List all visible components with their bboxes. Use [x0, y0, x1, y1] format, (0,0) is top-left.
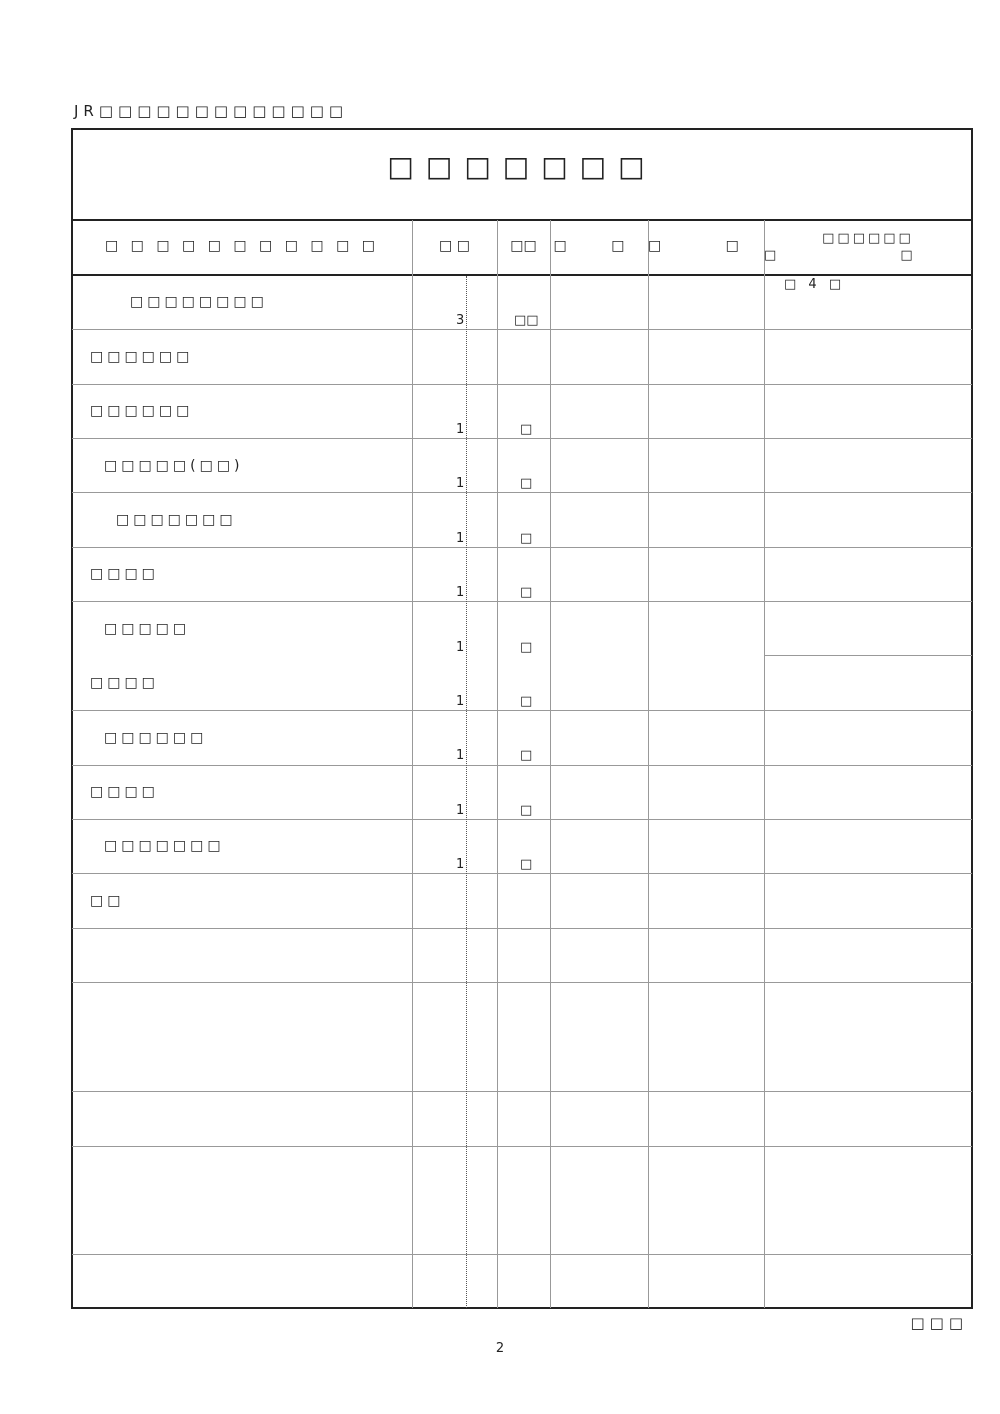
- item-qty: 3: [456, 313, 465, 328]
- item-unit: □: [520, 694, 533, 709]
- footer-note: □□□: [910, 1314, 968, 1332]
- col-header-price: □ □: [553, 238, 645, 254]
- col-header-name: □ □ □ □ □ □ □ □ □ □ □: [104, 238, 379, 254]
- row-line: [72, 329, 972, 330]
- item-name: □□□□: [90, 784, 159, 800]
- form-title: □□□□□□□: [387, 150, 657, 183]
- item-qty: 1: [456, 531, 465, 546]
- row-line: [72, 765, 972, 766]
- item-qty: 1: [456, 694, 465, 709]
- row-line: [72, 873, 972, 874]
- item-qty: 1: [456, 803, 465, 818]
- header-divider: [72, 274, 972, 276]
- row-line: [72, 928, 972, 929]
- header-note: JR□□□□□□□□□□□□□: [74, 102, 349, 120]
- item-name: □□□□□□□: [116, 512, 237, 528]
- row-line: [72, 1091, 972, 1092]
- item-qty: 1: [456, 748, 465, 763]
- item-name: □□□□□□: [104, 730, 208, 746]
- item-qty: 1: [456, 476, 465, 491]
- item-name: □□□□□(□□): [104, 458, 244, 474]
- row-line: [72, 1254, 972, 1255]
- item-unit: □□: [514, 313, 539, 328]
- item-name: □□□□: [90, 675, 159, 691]
- item-unit: □: [520, 803, 533, 818]
- col-line: [764, 220, 765, 1308]
- item-name: □□□□□: [104, 621, 191, 637]
- item-qty: 1: [456, 857, 465, 872]
- row-line: [72, 547, 972, 548]
- item-unit: □: [520, 476, 533, 491]
- title-divider: [72, 219, 972, 221]
- item-remark: □ 4 □: [784, 277, 846, 292]
- row-line: [72, 438, 972, 439]
- item-unit: □: [520, 857, 533, 872]
- row-line: [72, 982, 972, 983]
- item-unit: □: [520, 531, 533, 546]
- row-line: [72, 492, 972, 493]
- row-line: [72, 1146, 972, 1147]
- item-name: □□□□□□□: [104, 838, 225, 854]
- col-line: [412, 220, 413, 1308]
- row-line: [72, 384, 972, 385]
- col-header-remark-2: □ □: [764, 248, 973, 263]
- item-name: □□□□□□□□: [130, 294, 268, 310]
- col-header-qty: □ □: [439, 238, 470, 254]
- row-line-partial: [764, 655, 972, 656]
- qty-decimal-line: [466, 276, 467, 1308]
- page-number: 2: [495, 1341, 505, 1356]
- item-qty: 1: [456, 422, 465, 437]
- item-unit: □: [520, 422, 533, 437]
- item-unit: □: [520, 640, 533, 655]
- row-line: [72, 819, 972, 820]
- col-header-unit: □□: [510, 238, 537, 254]
- col-line: [648, 220, 649, 1308]
- col-line: [550, 220, 551, 1308]
- item-name: □□□□□□: [90, 349, 194, 365]
- item-unit: □: [520, 585, 533, 600]
- row-line: [72, 601, 972, 602]
- col-header-remark-1: □□□□□□: [822, 231, 914, 246]
- col-line: [497, 220, 498, 1308]
- item-qty: 1: [456, 640, 465, 655]
- item-qty: 1: [456, 585, 465, 600]
- item-name: □□□□: [90, 566, 159, 582]
- col-header-amount: □ □: [648, 238, 769, 254]
- row-line: [72, 710, 972, 711]
- item-unit: □: [520, 748, 533, 763]
- item-name: □□□□□□: [90, 403, 194, 419]
- item-name: □□: [90, 893, 125, 909]
